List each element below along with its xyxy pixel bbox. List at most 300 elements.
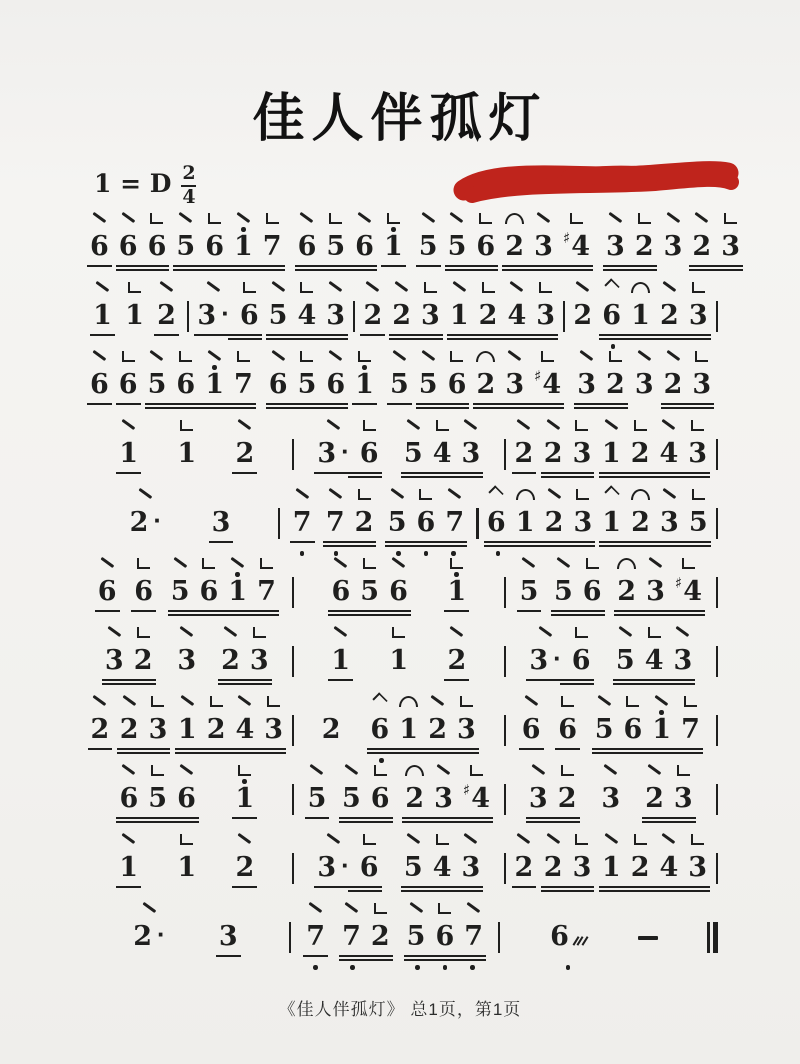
note-cell [659, 346, 688, 401]
note-digit: 6 [239, 300, 259, 331]
note-group [172, 415, 201, 489]
ornament-angle-icon [392, 622, 406, 638]
note-cell [399, 415, 428, 470]
ornament-arc-icon [476, 346, 495, 362]
note-cell [626, 415, 655, 470]
note-cell [402, 898, 431, 953]
tremolo-icon [575, 936, 586, 946]
beam-underlines [597, 884, 712, 894]
note-cell [259, 691, 288, 746]
note-group [601, 208, 659, 282]
note-group [633, 898, 663, 972]
note-digit: 3 [634, 369, 654, 400]
note-digit: 1 [515, 507, 535, 538]
note-cell [86, 691, 115, 746]
note-digit: 2 [544, 507, 564, 538]
note-digit: 3 [572, 438, 592, 469]
note-group [572, 346, 630, 420]
ornament-angle-icon [647, 622, 661, 638]
ornament-slash-icon [556, 553, 571, 569]
ornament-slash-icon [546, 829, 561, 845]
note-digit: 4 [507, 300, 527, 331]
note-digit: 4 [644, 645, 664, 676]
ornament-angle-icon [637, 208, 651, 224]
ornament-slash-icon [180, 691, 195, 707]
ornament-angle-icon [252, 622, 266, 638]
note-group [510, 829, 539, 903]
beam-underlines [93, 608, 122, 618]
ornament-angle-icon [362, 829, 376, 845]
note-digit: 2 [630, 852, 650, 883]
note-digit: 6 [370, 714, 390, 745]
note-cell [687, 346, 716, 401]
note-group [399, 415, 485, 489]
ornament-slash-icon [604, 829, 619, 845]
measure [294, 760, 504, 834]
ornament-slash-icon [95, 277, 110, 293]
ornament-none [214, 484, 228, 500]
note-cell [430, 898, 459, 953]
beam-underlines [510, 470, 539, 480]
note-group [596, 760, 625, 834]
ornament-angle-icon [373, 760, 387, 776]
note-cell [85, 346, 114, 401]
note-digit: 6 [118, 369, 138, 400]
note-cell [440, 484, 469, 539]
low-octave-dots [545, 963, 591, 972]
beam-underlines [129, 608, 158, 618]
measure [500, 898, 707, 972]
note-digit: 5 [307, 783, 327, 814]
ornament-slash-icon [507, 346, 522, 362]
note-group [383, 484, 469, 558]
note-cell [264, 346, 293, 401]
note-cell [321, 208, 350, 263]
ornament-angle-icon [576, 484, 590, 500]
note-digit: 4 [571, 231, 591, 262]
ornament-slash-icon [392, 346, 407, 362]
ornament-slash-icon [608, 208, 623, 224]
note-cell [366, 760, 395, 815]
beam-underlines [387, 332, 445, 342]
note-group [337, 898, 395, 972]
beam-underlines [365, 746, 480, 756]
note-digit: 1 [383, 231, 403, 262]
note-digit: 2 [90, 714, 110, 745]
note-digit: 6 [416, 507, 436, 538]
note-digit: 3 [317, 852, 337, 883]
beam-underlines [114, 470, 143, 480]
note-digit: 1 [601, 438, 621, 469]
beam-underlines [85, 401, 114, 411]
note-group [143, 346, 258, 420]
beam-underlines [288, 539, 317, 549]
ornament-slash-icon [149, 346, 164, 362]
ornament-angle-icon [676, 760, 690, 776]
note-group [152, 277, 181, 351]
note-digit: 3 [573, 507, 593, 538]
note-cell [230, 760, 259, 815]
note-cell [539, 415, 568, 470]
note-digit: 3 [528, 783, 548, 814]
measure [569, 346, 719, 420]
note-digit: 1 [205, 369, 224, 400]
beam-underlines [207, 539, 236, 549]
note-cell [531, 277, 560, 332]
note-digit: 1 [652, 714, 672, 745]
note-digit: 2 [354, 507, 374, 538]
beam-underlines [379, 263, 408, 273]
note-group [659, 208, 688, 282]
ornament-slash-icon [357, 208, 372, 224]
note-group [301, 898, 330, 972]
note-digit: 6 [550, 921, 569, 952]
note-cell [143, 346, 172, 401]
note-digit: 6 [582, 576, 602, 607]
measure [82, 622, 292, 696]
ornament-angle-icon [541, 346, 555, 362]
note-digit: 4 [432, 852, 452, 883]
note-digit: 3 [606, 231, 625, 262]
note-group [539, 829, 597, 903]
note-group [442, 553, 471, 627]
ornament-slash-icon [328, 484, 343, 500]
ornament-angle-icon [450, 346, 464, 362]
note-digit: 2 [663, 369, 683, 400]
measure [280, 484, 476, 558]
note-cell [114, 760, 143, 815]
note-digit: 3 [646, 576, 665, 607]
ornament-angle-icon [151, 760, 165, 776]
note-cell [668, 622, 697, 677]
note-digit: 6 [389, 576, 408, 607]
low-octave-dots [402, 963, 488, 972]
note-group [172, 829, 201, 903]
note-group [93, 553, 122, 627]
note-cell [143, 208, 172, 263]
ornament-slash-icon [637, 346, 652, 362]
note-cell [553, 760, 582, 815]
note-digit: 5 [447, 231, 467, 262]
measure [261, 346, 382, 420]
note-digit: 5 [594, 714, 614, 745]
beam-underlines [321, 539, 379, 549]
note-group [321, 484, 379, 558]
ornament-angle-icon [137, 553, 151, 569]
note-cell [245, 622, 274, 677]
note-group [230, 760, 259, 834]
note-group [114, 760, 200, 834]
beam-underlines [293, 263, 379, 273]
note-digit: 1 [389, 645, 409, 676]
note-digit: 4 [683, 576, 702, 607]
note-group [171, 208, 286, 282]
beam-underlines [301, 953, 330, 963]
beam-underlines [152, 332, 181, 342]
ornament-angle-icon [691, 415, 705, 431]
note-cell [202, 691, 231, 746]
note-cell [456, 415, 485, 470]
ornament-slash-icon [237, 829, 252, 845]
note-cell [683, 829, 712, 884]
ornament-angle-icon [238, 760, 252, 776]
note-group [326, 622, 355, 696]
note-cell [572, 346, 601, 401]
note-cell [93, 553, 122, 608]
note-group [312, 829, 383, 903]
note-cell [590, 691, 619, 746]
note-digit: 3 [534, 231, 553, 262]
note-digit: 4 [659, 438, 679, 469]
ornament-slash-icon [390, 484, 405, 500]
note-digit: 1 [177, 714, 197, 745]
note-cell [502, 277, 531, 332]
note-digit: 7 [445, 507, 465, 538]
score-line [82, 277, 718, 346]
note-digit: 1 [125, 300, 144, 331]
ornament-slash-icon [521, 553, 536, 569]
ornament-angle-icon [633, 829, 647, 845]
note-cell [200, 208, 229, 263]
beam-underlines [264, 401, 350, 411]
measure [506, 415, 716, 489]
ornament-angle-icon [724, 208, 738, 224]
note-digit: 3 [249, 645, 269, 676]
beam-underlines [326, 677, 355, 687]
note-group [597, 484, 712, 558]
note-digit: 6 [558, 714, 577, 745]
ornament-slash-icon [466, 898, 481, 914]
note-group [214, 898, 243, 972]
note-digit: 5 [389, 369, 409, 400]
note-group [207, 484, 236, 558]
note-cell [443, 208, 472, 263]
note-cell [172, 829, 201, 884]
note-group [303, 760, 332, 834]
key-signature [94, 162, 196, 209]
note-digit: 6 [177, 783, 196, 814]
measure [506, 760, 716, 834]
note-cell [647, 691, 676, 746]
note-digit: 6 [476, 231, 496, 262]
note-group [337, 760, 395, 834]
beam-underlines [173, 746, 288, 756]
ornament-angle-icon [569, 208, 583, 224]
note-digit: 5 [297, 369, 317, 400]
note-group [568, 277, 597, 351]
beam-underlines [596, 815, 625, 825]
score-line [82, 208, 740, 277]
note-cell [120, 277, 149, 332]
beam-underlines [337, 815, 395, 825]
beam-underlines [303, 815, 332, 825]
note-cell [400, 760, 429, 815]
note-cell [568, 415, 597, 470]
ornament-slash-icon [666, 346, 681, 362]
ornament-slash-icon [648, 553, 663, 569]
note-cell [326, 553, 355, 608]
note-cell [471, 208, 500, 263]
note-digit: 7 [464, 921, 484, 952]
note-digit: 7 [342, 921, 361, 952]
beam-underlines [264, 332, 350, 342]
ornament-slash-icon [662, 277, 677, 293]
beam-underlines [317, 746, 346, 756]
note-digit: 5 [406, 921, 426, 952]
ornament-slash-icon [547, 484, 562, 500]
note-digit: 2 [606, 369, 625, 400]
note-digit: 2 [206, 714, 226, 745]
note-digit: 5 [148, 783, 168, 814]
note-digit: 2 [630, 438, 650, 469]
note-group [216, 622, 274, 696]
ornament-arc-icon [405, 760, 424, 776]
note-group [86, 691, 115, 765]
note-digit: 5 [403, 852, 423, 883]
note-cell [676, 691, 705, 746]
note-digit: 6 [297, 231, 317, 262]
ornament-angle-icon [575, 829, 589, 845]
note-group [358, 277, 387, 351]
note-cell [355, 553, 384, 608]
beam-underlines [524, 677, 595, 687]
ornament-slash-icon [463, 415, 478, 431]
note-cell [414, 208, 443, 263]
beam-underlines [120, 332, 149, 342]
ornament-slash-icon [430, 691, 445, 707]
note-digit: 3 [673, 783, 693, 814]
note-digit: 1 [228, 576, 248, 607]
note-group [597, 829, 712, 903]
beam-underlines [517, 746, 546, 756]
note-group [687, 208, 745, 282]
ornament-slash-icon [618, 622, 633, 638]
note-digit: 1 [601, 852, 621, 883]
note-cell [684, 484, 713, 539]
note-cell [384, 622, 413, 677]
note-cell [482, 484, 511, 539]
beam-underlines [442, 608, 471, 618]
ornament-slash-icon [661, 415, 676, 431]
note-digit: 6 [176, 369, 196, 400]
note-cell [640, 760, 669, 815]
ornament-slash-icon [344, 760, 359, 776]
barline [716, 646, 718, 677]
red-marker-stroke [450, 150, 745, 212]
ornament-angle-icon [450, 553, 464, 569]
score-line [82, 691, 718, 760]
ornament-none [641, 898, 655, 914]
note-cell [655, 484, 684, 539]
ornament-slash-icon [365, 277, 380, 293]
note-group [129, 553, 158, 627]
ornament-slash-icon [107, 622, 122, 638]
note-cell [171, 208, 200, 263]
note-digit: 2 [476, 369, 496, 400]
note-digit: 2 [645, 783, 664, 814]
note-digit: 6 [205, 231, 224, 262]
beam-underlines [125, 539, 167, 549]
note-cell [129, 553, 158, 608]
note-cell [641, 553, 670, 608]
note-group [125, 484, 167, 558]
beam-underlines [442, 677, 471, 687]
measure [598, 208, 748, 282]
ornament-slash-icon [344, 898, 359, 914]
note-group [264, 277, 350, 351]
note-cell [230, 691, 259, 746]
note-digit: 2 [505, 231, 525, 262]
measure [565, 277, 715, 351]
note-cell [235, 277, 264, 332]
note-cell [654, 829, 683, 884]
note-cell [114, 415, 143, 470]
beam-underlines [445, 332, 560, 342]
note-digit: 5 [360, 576, 380, 607]
measure [291, 898, 498, 972]
note-cell [428, 415, 457, 470]
note-digit: 2 [447, 645, 467, 676]
ornament-slash-icon [597, 691, 612, 707]
ornament-slash-icon [92, 346, 107, 362]
note-digit: 2 [321, 714, 341, 745]
ornament-arc-icon [516, 484, 535, 500]
ornament-slash-icon [159, 277, 174, 293]
note-digit: 3 [688, 852, 708, 883]
note-cell [383, 484, 412, 539]
measure [82, 346, 261, 420]
ornament-slash-icon [237, 415, 252, 431]
note-group [172, 622, 201, 696]
measure [82, 829, 292, 903]
note-cell [578, 553, 607, 608]
note-digit: 3 [673, 645, 693, 676]
note-group [326, 553, 412, 627]
ornament-arc-icon [617, 553, 636, 569]
note-digit: 5 [387, 507, 407, 538]
note-group [293, 208, 379, 282]
ornament-slash-icon [223, 622, 238, 638]
note-digit: 6 [119, 783, 139, 814]
ornament-slash-icon [604, 415, 619, 431]
note-digit: 3 [721, 231, 740, 262]
ornament-angle-icon [362, 415, 376, 431]
sharp-icon: ♯ [674, 574, 683, 592]
ornament-slash-icon [299, 208, 314, 224]
duration-dot: · [221, 298, 230, 328]
note-cell [312, 415, 354, 470]
low-octave-dots [301, 963, 330, 972]
note-digit: 6 [571, 645, 591, 676]
measure [290, 208, 411, 282]
ornament-caret-icon [605, 277, 619, 293]
ornament-angle-icon [208, 208, 222, 224]
note-cell [630, 346, 659, 401]
note-cell [568, 277, 597, 332]
ornament-slash-icon [516, 829, 531, 845]
note-cell [510, 829, 539, 884]
ornament-slash-icon [333, 622, 348, 638]
ornament-slash-icon [531, 760, 546, 776]
note-group [379, 208, 408, 282]
note-group [611, 622, 697, 696]
note-cell [626, 829, 655, 884]
note-cell [414, 346, 443, 401]
measure [82, 277, 187, 351]
note-group [482, 484, 597, 558]
ornament-slash-icon [463, 829, 478, 845]
note-cell [114, 208, 143, 263]
